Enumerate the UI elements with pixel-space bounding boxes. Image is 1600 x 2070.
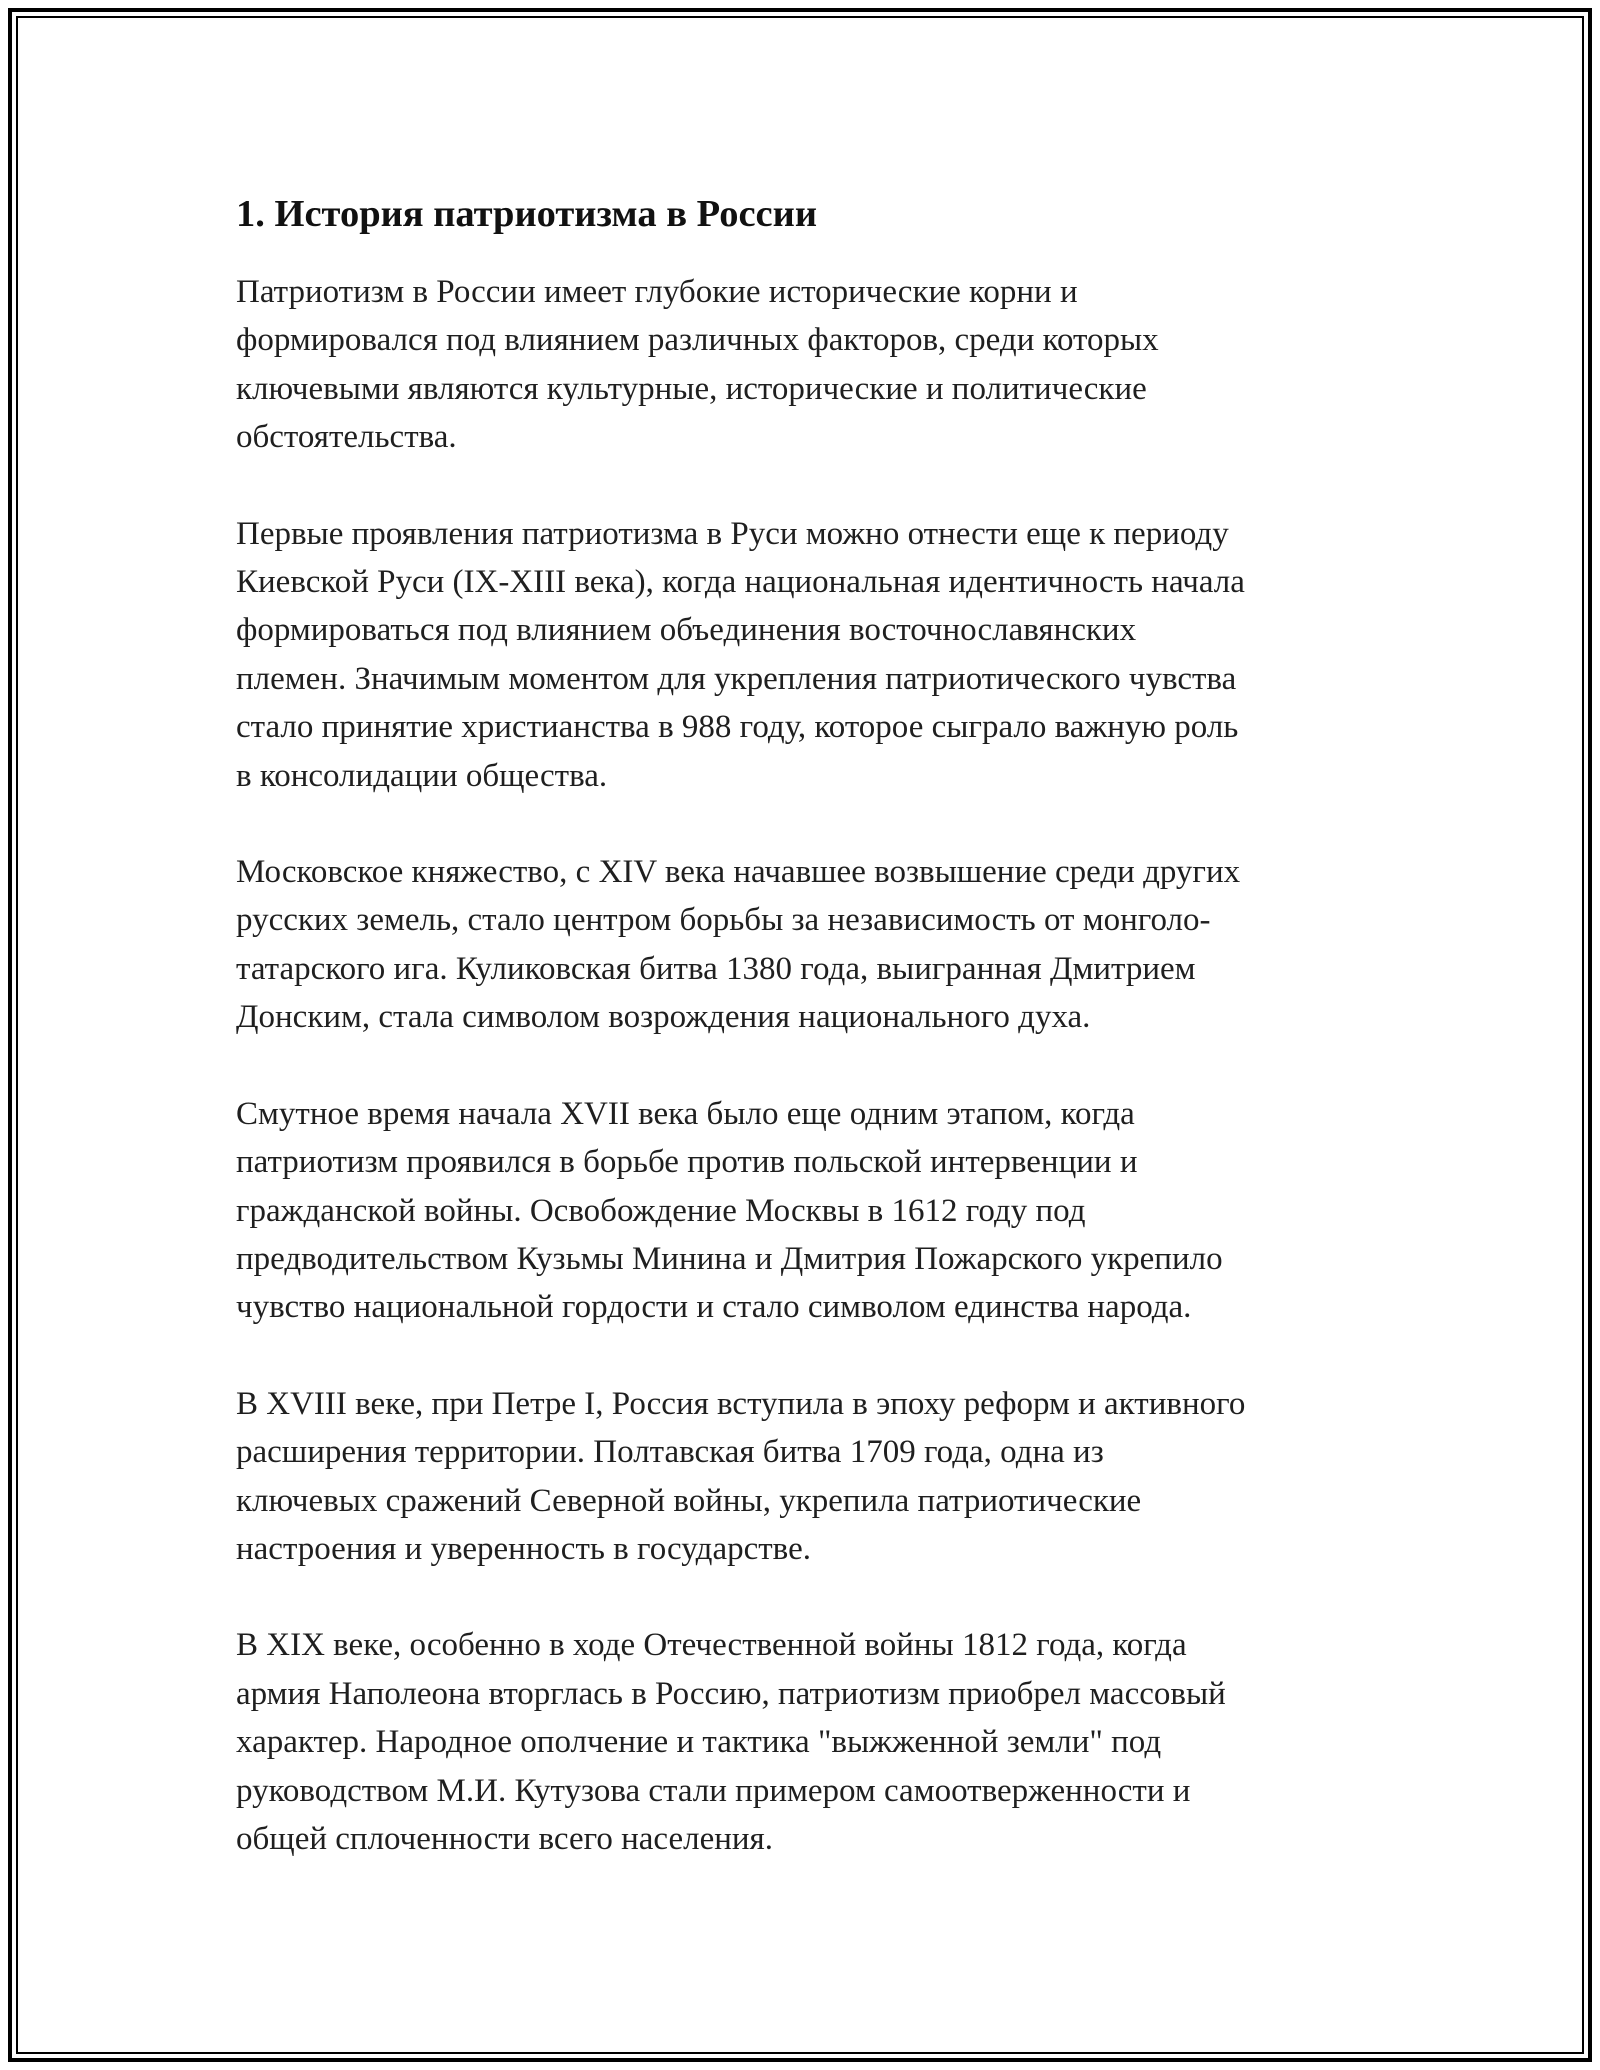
paragraph-list xyxy=(236,268,1386,1863)
paragraph-line: в консолидации общества. xyxy=(236,757,608,794)
paragraph-5 xyxy=(236,1380,1386,1574)
paragraph-line: стало принятие христианства в 988 году, которое сыграло важную роль xyxy=(236,709,1239,746)
paragraph-line: В XIX веке, особенно в ходе Отечественной войны 1812 года, когда xyxy=(236,1627,1187,1664)
paragraph-line: чувство национальной гордости и стало символом единства народа. xyxy=(236,1289,1192,1326)
paragraph-line: Киевской Руси (IX-XIII века), когда национальная идентичность начала xyxy=(236,564,1245,601)
paragraph-line: Смутное время начала XVII века было еще одним этапом, когда xyxy=(236,1095,1135,1132)
paragraph-line: Московское княжество, с XIV века начавшее возвышение среди других xyxy=(236,854,1241,891)
paragraph-line: гражданской войны. Освобождение Москвы в 1612 году под xyxy=(236,1192,1086,1229)
paragraph-line: ключевыми являются культурные, исторические и политические xyxy=(236,370,1147,407)
paragraph-line: племен. Значимым моментом для укрепления патриотического чувства xyxy=(236,660,1237,697)
paragraph-3 xyxy=(236,848,1386,1042)
paragraph-line: руководством М.И. Кутузова стали примером самоотверженности и xyxy=(236,1772,1191,1809)
paragraph-line: формироваться под влиянием объединения восточнославянских xyxy=(236,612,1137,649)
paragraph-6 xyxy=(236,1621,1386,1863)
paragraph-line: Донским, стала символом возрождения национального духа. xyxy=(236,999,1091,1036)
paragraph-line: настроения и уверенность в государстве. xyxy=(236,1530,811,1567)
paragraph-2 xyxy=(236,510,1386,800)
paragraph-line: обстоятельства. xyxy=(236,419,457,456)
document-body xyxy=(236,186,1386,1911)
paragraph-4 xyxy=(236,1090,1386,1332)
paragraph-line: расширения территории. Полтавская битва 1709 года, одна из xyxy=(236,1434,1104,1471)
paragraph-line: общей сплоченности всего населения. xyxy=(236,1820,773,1857)
paragraph-line: В XVIII веке, при Петре I, Россия вступила в эпоху реформ и активного xyxy=(236,1385,1246,1422)
paragraph-line: Первые проявления патриотизма в Руси можно отнести еще к периоду xyxy=(236,515,1229,552)
section-title: 1. История патриотизма в России xyxy=(236,193,818,235)
paragraph-line: татарского ига. Куликовская битва 1380 года, выигранная Дмитрием xyxy=(236,950,1196,987)
paragraph-line: русских земель, стало центром борьбы за независимость от монголо- xyxy=(236,902,1211,939)
paragraph-line: предводительством Кузьмы Минина и Дмитрия Пожарского укрепило xyxy=(236,1240,1223,1277)
paragraph-line: армия Наполеона вторглась в Россию, патриотизм приобрел массовый xyxy=(236,1675,1226,1712)
paragraph-line: Патриотизм в России имеет глубокие исторические корни и xyxy=(236,274,1078,310)
paragraph-1 xyxy=(236,268,1386,462)
paragraph-line: характер. Народное ополчение и тактика "выжженной земли" под xyxy=(236,1724,1162,1761)
paragraph-line: патриотизм проявился в борьбе против польской интервенции и xyxy=(236,1144,1138,1181)
paragraph-line: формировался под влиянием различных факторов, среди которых xyxy=(236,322,1159,359)
paragraph-line: ключевых сражений Северной войны, укрепила патриотические xyxy=(236,1482,1142,1519)
